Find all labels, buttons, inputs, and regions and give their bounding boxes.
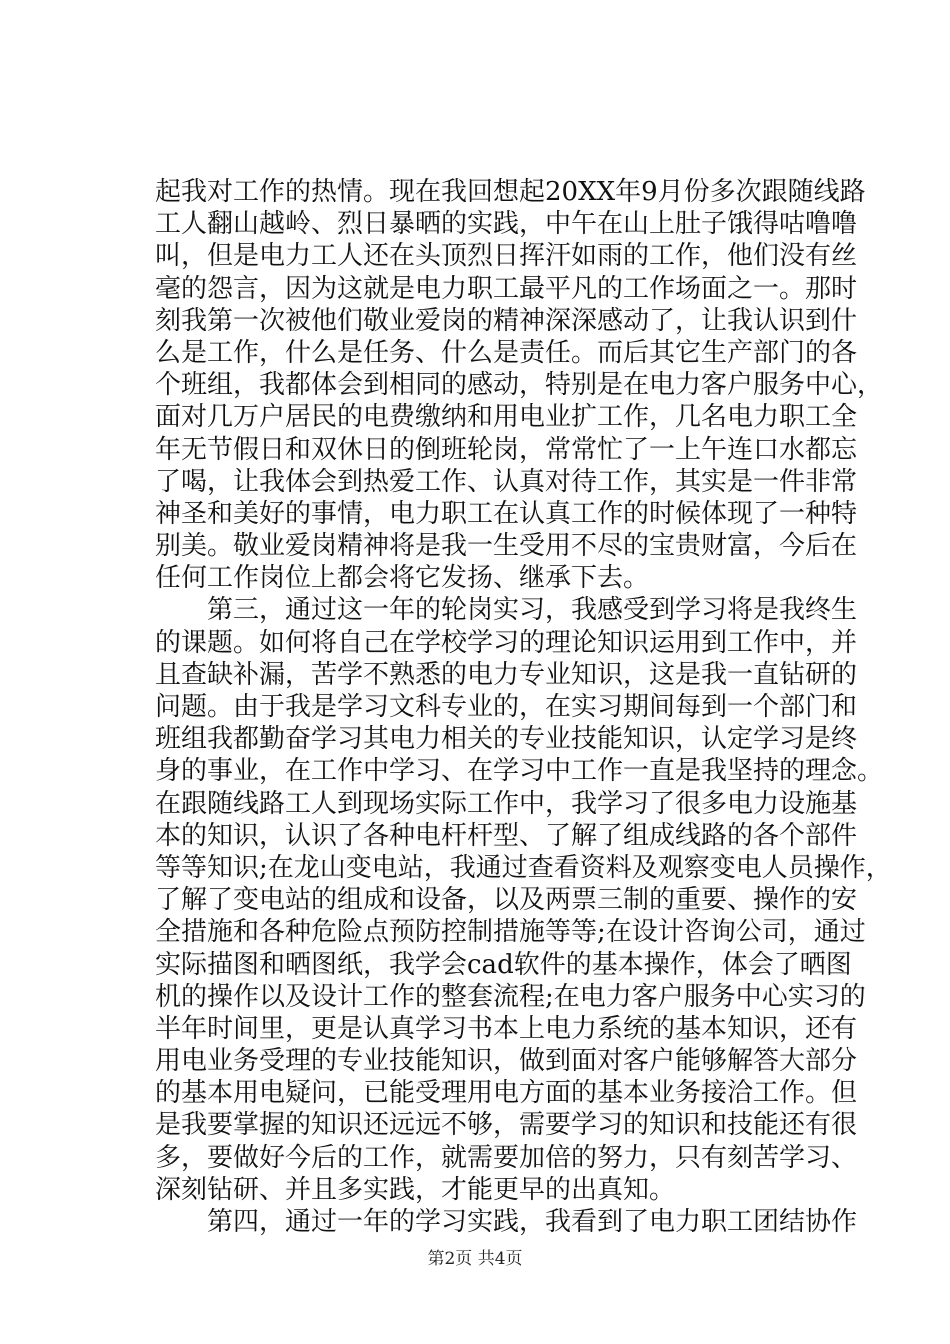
text-line: 别美。敬业爱岗精神将是我一生受用不尽的宝贵财富，今后在 <box>155 531 858 562</box>
text-line: 深刻钻研、并且多实践，才能更早的出真知。 <box>155 1174 676 1205</box>
text-line: 机的操作以及设计工作的整套流程;在电力客户服务中心实习的 <box>155 981 866 1012</box>
text-line: 么是工作，什么是任务、什么是责任。而后其它生产部门的各 <box>155 337 858 368</box>
text-line: 实际描图和晒图纸，我学会cad软件的基本操作，体会了晒图 <box>155 949 852 980</box>
text-line: 刻我第一次被他们敬业爱岗的精神深深感动了，让我认识到什 <box>155 305 858 336</box>
text-line: 全措施和各种危险点预防控制措施等等;在设计咨询公司，通过 <box>155 917 866 948</box>
text-line: 了解了变电站的组成和设备，以及两票三制的重要、操作的安 <box>155 885 858 916</box>
text-line: 用电业务受理的专业技能知识，做到面对客户能够解答大部分 <box>155 1046 858 1077</box>
text-line: 等等知识;在龙山变电站，我通过查看资料及观察变电人员操作， <box>155 852 892 883</box>
text-line: 多，要做好今后的工作，就需要加倍的努力，只有刻苦学习、 <box>155 1142 858 1173</box>
text-line: 本的知识，认识了各种电杆杆型、了解了组成线路的各个部件 <box>155 820 858 851</box>
text-line: 在跟随线路工人到现场实际工作中，我学习了很多电力设施基 <box>155 788 858 819</box>
text-line: 神圣和美好的事情，电力职工在认真工作的时候体现了一种特 <box>155 498 858 529</box>
text-line: 工人翻山越岭、烈日暴晒的实践，中午在山上肚子饿得咕噜噜 <box>155 209 858 240</box>
text-line: 且查缺补漏，苦学不熟悉的电力专业知识，这是我一直钻研的 <box>155 659 858 690</box>
text-line: 身的事业，在工作中学习、在学习中工作一直是我坚持的理念。 <box>155 756 884 787</box>
text-line: 起我对工作的热情。现在我回想起20XX年9月份多次跟随线路 <box>155 177 866 207</box>
text-line: 第三，通过这一年的轮岗实习，我感受到学习将是我终生 <box>207 595 858 626</box>
text-line: 了喝，让我体会到热爱工作、认真对待工作，其实是一件非常 <box>155 466 858 497</box>
text-line: 是我要掌握的知识还远远不够，需要学习的知识和技能还有很 <box>155 1110 858 1141</box>
text-line: 毫的怨言，因为这就是电力职工最平凡的工作场面之一。那时 <box>155 273 858 304</box>
text-line: 面对几万户居民的电费缴纳和用电业扩工作，几名电力职工全 <box>155 402 858 433</box>
document-body <box>155 176 892 1238</box>
page-footer: 第2页 共4页 <box>427 1249 523 1269</box>
text-line: 个班组，我都体会到相同的感动，特别是在电力客户服务中心， <box>155 370 884 401</box>
text-line: 的课题。如何将自己在学校学习的理论知识运用到工作中，并 <box>155 627 858 658</box>
text-line: 第四，通过一年的学习实践，我看到了电力职工团结协作 <box>207 1207 858 1237</box>
text-line: 叫，但是电力工人还在头顶烈日挥汗如雨的工作，他们没有丝 <box>155 241 858 272</box>
text-line: 年无节假日和双休日的倒班轮岗，常常忙了一上午连口水都忘 <box>155 434 858 465</box>
text-line: 班组我都勤奋学习其电力相关的专业技能知识，认定学习是终 <box>155 724 858 755</box>
text-line: 问题。由于我是学习文科专业的，在实习期间每到一个部门和 <box>155 692 858 722</box>
text-line: 半年时间里，更是认真学习书本上电力系统的基本知识，还有 <box>155 1013 858 1044</box>
text-line: 的基本用电疑问，已能受理用电方面的基本业务接洽工作。但 <box>155 1078 858 1109</box>
text-line: 任何工作岗位上都会将它发扬、继承下去。 <box>155 563 650 594</box>
